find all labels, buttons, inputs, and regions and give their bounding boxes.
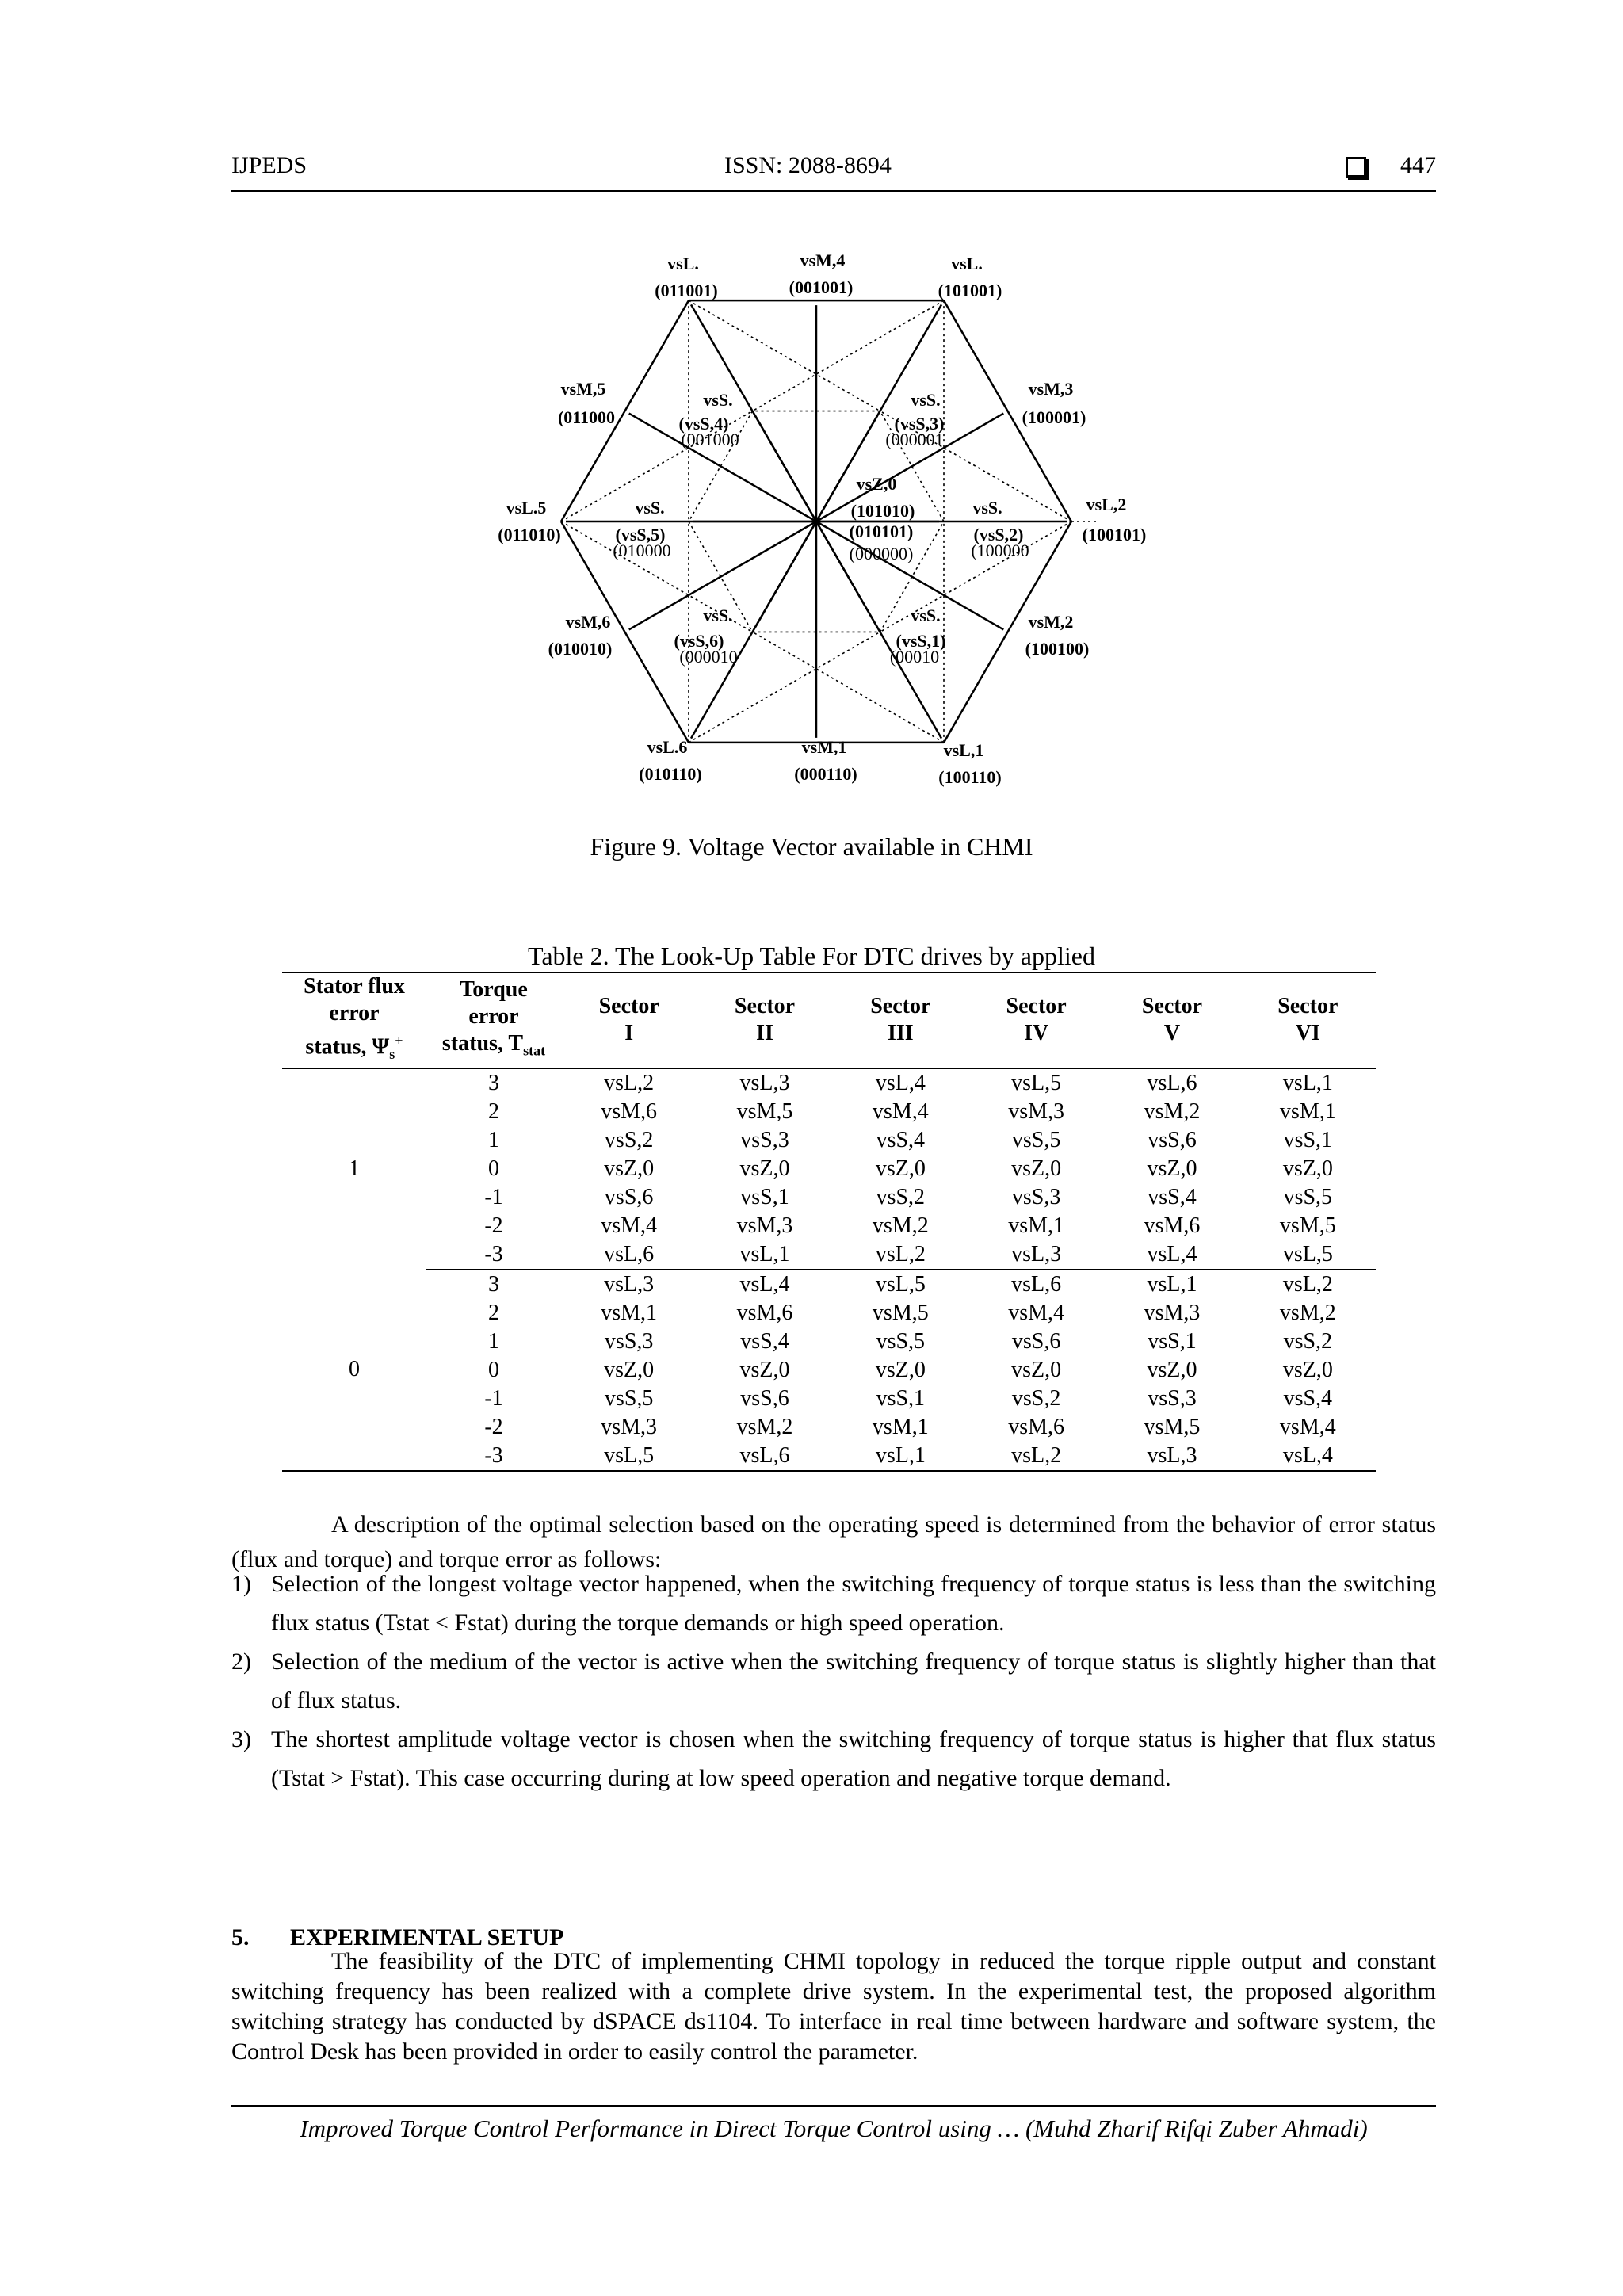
section-paragraph: The feasibility of the DTC of implementing CHMI topology in reduced the torque ripple output and constant switching frequency has been realized with a complete drive system. In the experimental test, the proposed algorithm switching strategy has conducted by dSPACE ds1104. To interface in real time between hardware and software system, the Control Desk has been provided in order to easily control the parameter. [231, 1948, 1436, 2065]
vector-cell: vsS,1 [876, 1385, 926, 1411]
table-row [282, 1356, 1376, 1385]
vector-cell: vsS,6 [740, 1385, 789, 1411]
vector-label: (010010) [548, 639, 613, 659]
vector-label: vsS. [703, 390, 733, 410]
torque-status-cell: 0 [488, 1357, 499, 1382]
vector-label: (100001) [1022, 407, 1086, 427]
vector-cell: vsZ,0 [875, 1156, 926, 1181]
vector-label: vsS. [703, 606, 733, 625]
torque-status-cell: 1 [488, 1127, 499, 1152]
vector-label: vsL.5 [506, 498, 547, 518]
header-flux: Stator flux error status, $\Psi_s^+$ [304, 974, 405, 1062]
vector-cell: vsZ,0 [875, 1357, 926, 1382]
vector-cell: vsM,6 [1144, 1213, 1201, 1238]
vector-cell: vsL,5 [1011, 1070, 1062, 1095]
vector-label: vsL. [667, 254, 699, 273]
vector-cell: vsL,3 [968, 1240, 1104, 1270]
vector-label: (vsS,5) [615, 525, 666, 544]
torque-status-cell: -2 [484, 1213, 503, 1238]
vector-cell: vsS,3 [740, 1127, 789, 1152]
table-body [282, 1068, 1376, 1471]
table-row [282, 1126, 1376, 1155]
vector-cell: vsZ,0 [1011, 1357, 1062, 1382]
vector-label: (011001) [655, 281, 718, 300]
header-sector-2: Sector II [734, 994, 796, 1046]
vector-cell: vsL,6 [697, 1442, 832, 1471]
vector-cell: vsS,5 [1011, 1127, 1061, 1152]
list-item: 3) The shortest amplitude voltage vector is chosen when the switching frequency of torque status is higher that flux status (Tstat > Fstat). This case occurring during at low speed operation and negative torque demand. [231, 1726, 1436, 1791]
table-row [282, 1212, 1376, 1240]
vector-label: (100110) [938, 767, 1002, 787]
table-row [282, 1328, 1376, 1356]
issn: ISSN: 2088-8694 [724, 152, 892, 178]
vector-label: (001000 [681, 430, 739, 449]
vector-cell: vsS,3 [604, 1328, 654, 1354]
vector-cell: vsZ,0 [739, 1357, 790, 1382]
torque-status-cell: -3 [426, 1240, 561, 1270]
table-row [282, 1183, 1376, 1212]
table-row [282, 1098, 1376, 1126]
vector-cell: vsS,6 [604, 1184, 654, 1209]
vector-cell: vsL,1 [1282, 1070, 1333, 1095]
vector-label: vsM,6 [565, 612, 611, 632]
table-row [282, 1068, 1376, 1098]
torque-status-cell: 1 [488, 1328, 499, 1354]
vector-cell: vsM,4 [1008, 1300, 1065, 1325]
vector-label: (010110) [639, 764, 702, 784]
vector-cell: vsL,4 [875, 1070, 926, 1095]
vector-label: vsS. [972, 498, 1002, 518]
vector-label: (vsS,2) [973, 525, 1024, 544]
header-sector-1: Sector I [598, 994, 659, 1046]
vector-cell: vsM,6 [1008, 1414, 1065, 1439]
vector-label: (001001) [789, 277, 854, 297]
vector-label: (vsS,3) [894, 414, 945, 434]
torque-status-cell: 3 [488, 1070, 499, 1095]
vector-cell: vsL,2 [604, 1070, 655, 1095]
vector-cell: vsL,5 [561, 1442, 697, 1471]
vector-cell: vsS,4 [876, 1127, 926, 1152]
vector-cell: vsS,3 [1148, 1385, 1197, 1411]
vector-cell: vsS,2 [1283, 1328, 1333, 1354]
table-row [282, 1385, 1376, 1413]
intro-paragraph: A description of the optimal selection based on the operating speed is determined from the behavior of error status (flux and torque) and torque error as follows: [231, 1511, 1436, 1572]
vector-cell: vsL,2 [833, 1240, 968, 1270]
vector-cell: vsS,1 [1148, 1328, 1197, 1354]
list-item: 2) Selection of the medium of the vector is active when the switching frequency of torque status is slightly higher than that of flux status. [231, 1648, 1436, 1713]
vector-cell: vsL,3 [1104, 1442, 1239, 1471]
figure-caption: Figure 9. Voltage Vector available in CHMI [590, 832, 1033, 861]
torque-status-cell: 2 [488, 1098, 499, 1124]
torque-status-cell: -3 [426, 1442, 561, 1471]
vector-label: vsL.6 [647, 737, 688, 757]
vector-cell: vsM,3 [1008, 1098, 1065, 1124]
vector-cell: vsS,5 [876, 1328, 926, 1354]
vector-cell: vsZ,0 [1282, 1156, 1333, 1181]
vector-label: vsM,3 [1028, 379, 1074, 399]
vector-label: (101001) [938, 281, 1002, 300]
header-torque: Torque error status, $T_{stat}$ [441, 977, 546, 1059]
vector-cell: vsM,4 [872, 1098, 929, 1124]
vector-cell: vsZ,0 [1147, 1156, 1197, 1181]
torque-status-cell: 3 [488, 1271, 499, 1297]
vector-label: vsS. [635, 498, 665, 518]
vector-cell: vsL,1 [833, 1442, 968, 1471]
vector-label: (000010 [679, 647, 738, 667]
torque-status-cell: 0 [488, 1156, 499, 1181]
vector-cell: vsS,4 [1283, 1385, 1333, 1411]
vector-cell: vsM,2 [1279, 1300, 1336, 1325]
vector-label: (100100) [1025, 639, 1090, 659]
vector-cell: vsM,6 [736, 1300, 793, 1325]
flux-status-cell: 1 [349, 1156, 360, 1182]
vector-cell: vsS,2 [604, 1127, 654, 1152]
vector-label: (vsS,4) [678, 414, 729, 434]
vector-cell: vsM,2 [736, 1414, 793, 1439]
vector-cell: vsS,1 [740, 1184, 789, 1209]
table-row [282, 1155, 1376, 1183]
vector-label: (000001 [885, 430, 944, 449]
vector-cell: vsL,4 [1104, 1240, 1239, 1270]
vector-label: (100101) [1082, 525, 1147, 544]
vector-cell: vsM,3 [1144, 1300, 1201, 1325]
vector-cell: vsL,4 [1240, 1442, 1376, 1471]
flux-status-cell: 0 [282, 1270, 426, 1471]
vector-cell: vsL,4 [739, 1271, 790, 1297]
vector-cell: vsS,4 [740, 1328, 789, 1354]
vector-cell: vsL,5 [1240, 1240, 1376, 1270]
vector-cell: vsS,2 [876, 1184, 926, 1209]
vector-cell: vsM,5 [736, 1098, 793, 1124]
lookup-table [282, 972, 1376, 1472]
table-row [282, 1413, 1376, 1442]
vector-cell: vsM,5 [872, 1300, 929, 1325]
header-sector-4: Sector IV [1006, 994, 1067, 1046]
vector-cell: vsM,4 [1279, 1414, 1336, 1439]
vector-cell: vsL,3 [604, 1271, 655, 1297]
vector-label: vsM,4 [800, 250, 846, 270]
vector-cell: vsM,1 [601, 1300, 658, 1325]
vector-label: (101010) [850, 501, 915, 521]
vector-cell: vsS,5 [1283, 1184, 1333, 1209]
table-row [282, 1270, 1376, 1299]
vector-label: vsZ,0 [856, 474, 897, 494]
vector-label: vsL. [951, 254, 983, 273]
vector-label: (vsS,6) [674, 631, 724, 651]
table-caption: Table 2. The Look-Up Table For DTC drives by applied [528, 942, 1095, 970]
vector-cell: vsL,1 [1147, 1271, 1197, 1297]
table-row [282, 1299, 1376, 1328]
vector-label: (00010 [889, 647, 940, 667]
vector-cell: vsL,2 [968, 1442, 1104, 1471]
vector-cell: vsS,5 [604, 1385, 654, 1411]
vector-label: (000000) [849, 544, 914, 563]
vector-cell: vsM,2 [1144, 1098, 1201, 1124]
vector-cell: vsM,5 [1279, 1213, 1336, 1238]
vector-label: vsM,2 [1028, 612, 1074, 632]
vector-cell: vsZ,0 [604, 1357, 655, 1382]
section-heading: 5. EXPERIMENTAL SETUP [231, 1924, 564, 1950]
vector-cell: vsM,5 [1144, 1414, 1201, 1439]
vector-cell: vsL,3 [739, 1070, 790, 1095]
vector-cell: vsM,6 [601, 1098, 658, 1124]
vector-cell: vsS,1 [1283, 1127, 1333, 1152]
vector-label: (100000 [971, 541, 1029, 560]
vector-cell: vsL,2 [1282, 1271, 1333, 1297]
vector-cell: vsM,1 [1279, 1098, 1336, 1124]
vector-cell: vsM,4 [601, 1213, 658, 1238]
torque-status-cell: -1 [484, 1184, 503, 1209]
page-number: 447 [1400, 152, 1436, 178]
vector-cell: vsL,5 [875, 1271, 926, 1297]
vector-label: vsM,5 [560, 379, 606, 399]
vector-label: vsS. [911, 390, 941, 410]
vector-label: vsM,1 [801, 737, 847, 757]
vector-label: vsS. [911, 606, 941, 625]
vector-label: vsL,2 [1086, 495, 1127, 514]
vector-label: (010101) [849, 521, 914, 541]
vector-cell: vsL,6 [1011, 1271, 1062, 1297]
list-item: 1) Selection of the longest voltage vector happened, when the switching frequency of torque status is less than the switching flux status (Tstat < Fstat) during the torque demands or high speed operation. [231, 1571, 1436, 1636]
vector-cell: vsS,6 [1148, 1127, 1197, 1152]
vector-label: (010000 [613, 541, 671, 560]
vector-cell: vsM,1 [1008, 1213, 1065, 1238]
journal-name: IJPEDS [231, 152, 307, 178]
vector-cell: vsM,2 [872, 1213, 929, 1238]
vector-label: (vsS,1) [896, 631, 946, 651]
table-row [282, 1442, 1376, 1471]
vector-label: vsL,1 [943, 740, 984, 760]
header-sector-6: Sector VI [1277, 994, 1338, 1046]
vector-cell: vsM,3 [601, 1414, 658, 1439]
vector-cell: vsZ,0 [1011, 1156, 1062, 1181]
hexagon-diagram [0, 0, 1623, 840]
torque-status-cell: -1 [484, 1385, 503, 1411]
vector-cell: vsL,6 [561, 1240, 697, 1270]
vector-label: (011000 [557, 407, 616, 427]
vector-cell: vsL,6 [1147, 1070, 1197, 1095]
torque-status-cell: -2 [484, 1414, 503, 1439]
vector-cell: vsS,3 [1011, 1184, 1061, 1209]
vector-cell: vsS,4 [1148, 1184, 1197, 1209]
vector-label: (000110) [794, 764, 857, 784]
torque-status-cell: 2 [488, 1300, 499, 1325]
vector-cell: vsS,2 [1011, 1385, 1061, 1411]
table-header-row [282, 972, 1376, 1068]
vector-cell: vsZ,0 [1147, 1357, 1197, 1382]
vector-cell: vsM,1 [872, 1414, 929, 1439]
page-footer: Improved Torque Control Performance in Direct Torque Control using … (Muhd Zharif Rifqi Zuber Ahmadi) [231, 2105, 1436, 2143]
vector-cell: vsM,3 [736, 1213, 793, 1238]
header-sector-5: Sector V [1141, 994, 1203, 1046]
vector-cell: vsZ,0 [604, 1156, 655, 1181]
vector-cell: vsS,6 [1011, 1328, 1061, 1354]
vector-label: (011010) [498, 525, 561, 544]
table-row [282, 1240, 1376, 1270]
vector-cell: vsZ,0 [1282, 1357, 1333, 1382]
vector-cell: vsZ,0 [739, 1156, 790, 1181]
vector-cell: vsL,1 [697, 1240, 832, 1270]
header-sector-3: Sector III [870, 994, 931, 1046]
